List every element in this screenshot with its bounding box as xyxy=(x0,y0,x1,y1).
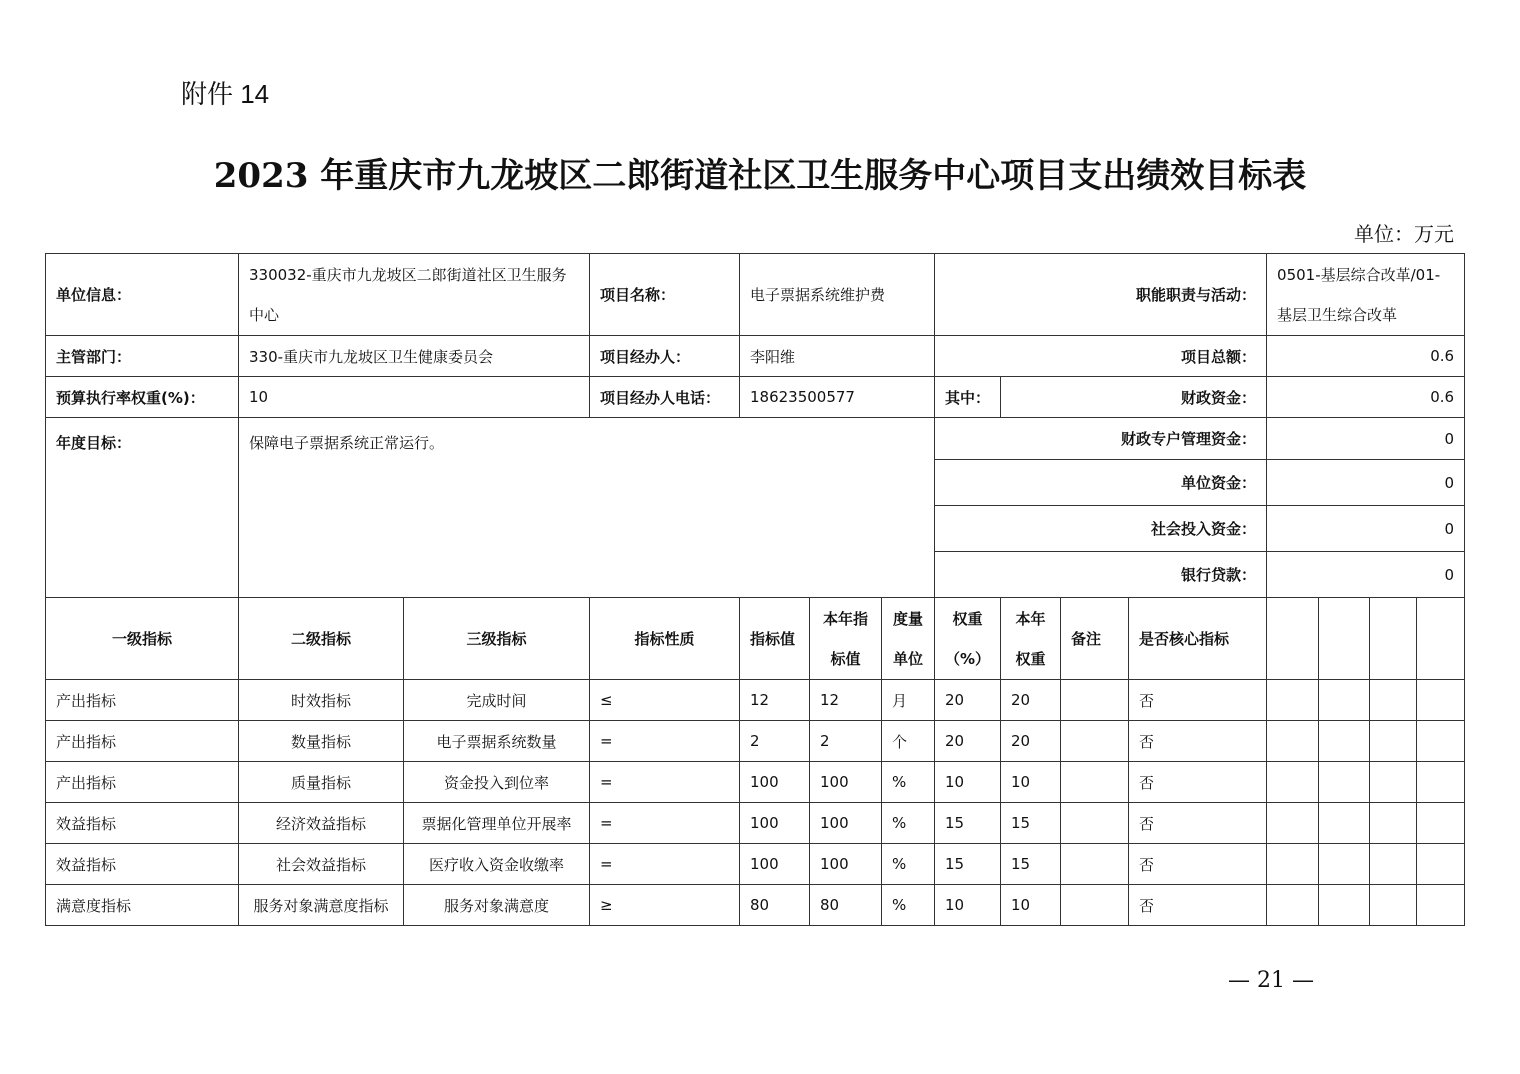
indicator-value: 100 xyxy=(740,803,810,844)
bank-loan-value: 0 xyxy=(1267,552,1465,598)
indicator-year-weight: 15 xyxy=(1001,803,1061,844)
indicator-weight: 15 xyxy=(935,803,1001,844)
indicator-unit: % xyxy=(882,803,935,844)
indicator-weight: 10 xyxy=(935,885,1001,926)
empty-cell xyxy=(1267,844,1319,885)
empty-cell xyxy=(1417,721,1465,762)
weight-label: 预算执行率权重(%)： xyxy=(46,377,239,418)
empty-cell xyxy=(1417,844,1465,885)
page-title: 2023 年重庆市九龙坡区二郎街道社区卫生服务中心项目支出绩效目标表 xyxy=(213,156,1307,196)
unit-fund-value: 0 xyxy=(1267,460,1465,506)
empty-cell xyxy=(1267,680,1319,721)
indicator-year-weight: 20 xyxy=(1001,721,1061,762)
indicator-level3: 服务对象满意度 xyxy=(404,885,590,926)
bank-loan-label: 银行贷款： xyxy=(935,552,1267,598)
indicator-header-row xyxy=(46,598,1465,680)
table-row xyxy=(46,844,1465,885)
header-nature: 指标性质 xyxy=(590,598,740,680)
header-level3: 三级指标 xyxy=(404,598,590,680)
header-level1: 一级指标 xyxy=(46,598,239,680)
empty-cell xyxy=(1370,721,1417,762)
empty-cell xyxy=(1417,680,1465,721)
indicator-nature: = xyxy=(590,803,740,844)
header-empty-cell xyxy=(1370,598,1417,680)
indicator-remark xyxy=(1061,844,1129,885)
indicator-remark xyxy=(1061,885,1129,926)
weight-value: 10 xyxy=(239,377,590,418)
indicator-nature: ≤ xyxy=(590,680,740,721)
indicator-level1: 效益指标 xyxy=(46,844,239,885)
indicator-level2: 社会效益指标 xyxy=(239,844,404,885)
table-row xyxy=(46,803,1465,844)
indicator-level2: 时效指标 xyxy=(239,680,404,721)
indicator-unit: 个 xyxy=(882,721,935,762)
indicator-year-value: 100 xyxy=(810,803,882,844)
indicator-level1: 产出指标 xyxy=(46,680,239,721)
indicator-core: 否 xyxy=(1129,885,1267,926)
dept-label: 主管部门： xyxy=(46,336,239,377)
indicator-level3: 完成时间 xyxy=(404,680,590,721)
indicator-year-value: 80 xyxy=(810,885,882,926)
dept-value: 330-重庆市九龙坡区卫生健康委员会 xyxy=(239,336,590,377)
goal-value: 保障电子票据系统正常运行。 xyxy=(239,418,935,598)
header-empty-cell xyxy=(1319,598,1370,680)
indicator-core: 否 xyxy=(1129,803,1267,844)
empty-cell xyxy=(1319,721,1370,762)
indicator-year-weight: 20 xyxy=(1001,680,1061,721)
special-fund-value: 0 xyxy=(1267,418,1465,460)
indicator-year-value: 100 xyxy=(810,762,882,803)
info-row-dept xyxy=(46,336,1465,377)
header-empty-cell xyxy=(1417,598,1465,680)
indicator-level2: 经济效益指标 xyxy=(239,803,404,844)
empty-cell xyxy=(1267,803,1319,844)
header-year-value: 本年指标值 xyxy=(810,598,882,680)
indicator-level2: 服务对象满意度指标 xyxy=(239,885,404,926)
indicator-level3: 电子票据系统数量 xyxy=(404,721,590,762)
indicator-unit: % xyxy=(882,844,935,885)
empty-cell xyxy=(1370,844,1417,885)
indicator-remark xyxy=(1061,721,1129,762)
indicator-year-weight: 15 xyxy=(1001,844,1061,885)
total-value: 0.6 xyxy=(1267,336,1465,377)
social-fund-value: 0 xyxy=(1267,506,1465,552)
empty-cell xyxy=(1370,803,1417,844)
indicator-year-weight: 10 xyxy=(1001,885,1061,926)
total-label: 项目总额： xyxy=(935,336,1267,377)
project-name-value: 电子票据系统维护费 xyxy=(740,254,935,336)
indicator-weight: 20 xyxy=(935,680,1001,721)
indicator-year-value: 2 xyxy=(810,721,882,762)
info-row-unit xyxy=(46,254,1465,336)
indicator-nature: = xyxy=(590,844,740,885)
empty-cell xyxy=(1267,885,1319,926)
header-value: 指标值 xyxy=(740,598,810,680)
empty-cell xyxy=(1267,721,1319,762)
phone-label: 项目经办人电话： xyxy=(590,377,740,418)
indicator-nature: = xyxy=(590,762,740,803)
table-row xyxy=(46,885,1465,926)
indicator-level3: 医疗收入资金收缴率 xyxy=(404,844,590,885)
empty-cell xyxy=(1319,803,1370,844)
indicator-remark xyxy=(1061,762,1129,803)
indicator-year-value: 12 xyxy=(810,680,882,721)
indicator-core: 否 xyxy=(1129,680,1267,721)
indicator-level3: 票据化管理单位开展率 xyxy=(404,803,590,844)
empty-cell xyxy=(1417,803,1465,844)
indicator-core: 否 xyxy=(1129,721,1267,762)
indicator-core: 否 xyxy=(1129,762,1267,803)
empty-cell xyxy=(1370,680,1417,721)
goal-label: 年度目标： xyxy=(46,418,239,598)
special-fund-label: 财政专户管理资金： xyxy=(935,418,1267,460)
empty-cell xyxy=(1417,885,1465,926)
social-fund-label: 社会投入资金： xyxy=(935,506,1267,552)
indicator-weight: 10 xyxy=(935,762,1001,803)
indicator-remark xyxy=(1061,803,1129,844)
info-row-weight xyxy=(46,377,1465,418)
empty-cell xyxy=(1319,762,1370,803)
page-number: — 21 — xyxy=(1228,968,1314,993)
indicator-year-weight: 10 xyxy=(1001,762,1061,803)
empty-cell xyxy=(1319,680,1370,721)
indicator-level3: 资金投入到位率 xyxy=(404,762,590,803)
indicator-level1: 产出指标 xyxy=(46,721,239,762)
indicator-remark xyxy=(1061,680,1129,721)
function-label: 职能职责与活动： xyxy=(935,254,1267,336)
indicator-rows xyxy=(46,680,1465,926)
function-value: 0501-基层综合改革/01-基层卫生综合改革 xyxy=(1267,254,1465,336)
unit-label: 单位：万元 xyxy=(1354,222,1454,246)
indicator-nature: ≥ xyxy=(590,885,740,926)
among-label: 其中： xyxy=(935,377,1001,418)
indicator-level2: 数量指标 xyxy=(239,721,404,762)
fiscal-label: 财政资金： xyxy=(1001,377,1267,418)
indicator-year-value: 100 xyxy=(810,844,882,885)
indicator-level1: 产出指标 xyxy=(46,762,239,803)
indicator-level2: 质量指标 xyxy=(239,762,404,803)
indicator-unit: % xyxy=(882,762,935,803)
empty-cell xyxy=(1267,762,1319,803)
attachment-label: 附件 14 xyxy=(181,79,270,109)
handler-label: 项目经办人： xyxy=(590,336,740,377)
unit-info-label: 单位信息： xyxy=(46,254,239,336)
indicator-value: 100 xyxy=(740,762,810,803)
project-name-label: 项目名称： xyxy=(590,254,740,336)
indicator-level1: 满意度指标 xyxy=(46,885,239,926)
unit-info-value: 330032-重庆市九龙坡区二郎街道社区卫生服务中心 xyxy=(239,254,590,336)
indicator-value: 12 xyxy=(740,680,810,721)
table-row xyxy=(46,721,1465,762)
empty-cell xyxy=(1370,762,1417,803)
info-row-goal xyxy=(46,418,1465,460)
header-remark: 备注 xyxy=(1061,598,1129,680)
empty-cell xyxy=(1319,844,1370,885)
empty-cell xyxy=(1417,762,1465,803)
indicator-level1: 效益指标 xyxy=(46,803,239,844)
table-row xyxy=(46,680,1465,721)
indicator-nature: = xyxy=(590,721,740,762)
handler-value: 李阳维 xyxy=(740,336,935,377)
header-year-weight: 本年权重 xyxy=(1001,598,1061,680)
header-empty-cell xyxy=(1267,598,1319,680)
header-core: 是否核心指标 xyxy=(1129,598,1267,680)
table-row xyxy=(46,762,1465,803)
unit-fund-label: 单位资金： xyxy=(935,460,1267,506)
header-weight: 权重（%） xyxy=(935,598,1001,680)
header-level2: 二级指标 xyxy=(239,598,404,680)
fiscal-value: 0.6 xyxy=(1267,377,1465,418)
indicator-value: 100 xyxy=(740,844,810,885)
indicator-value: 80 xyxy=(740,885,810,926)
indicator-core: 否 xyxy=(1129,844,1267,885)
empty-cell xyxy=(1319,885,1370,926)
empty-cell xyxy=(1370,885,1417,926)
header-measure-unit: 度量单位 xyxy=(882,598,935,680)
indicator-weight: 15 xyxy=(935,844,1001,885)
phone-value: 18623500577 xyxy=(740,377,935,418)
indicator-unit: 月 xyxy=(882,680,935,721)
performance-table xyxy=(45,253,1465,926)
indicator-value: 2 xyxy=(740,721,810,762)
indicator-weight: 20 xyxy=(935,721,1001,762)
indicator-unit: % xyxy=(882,885,935,926)
